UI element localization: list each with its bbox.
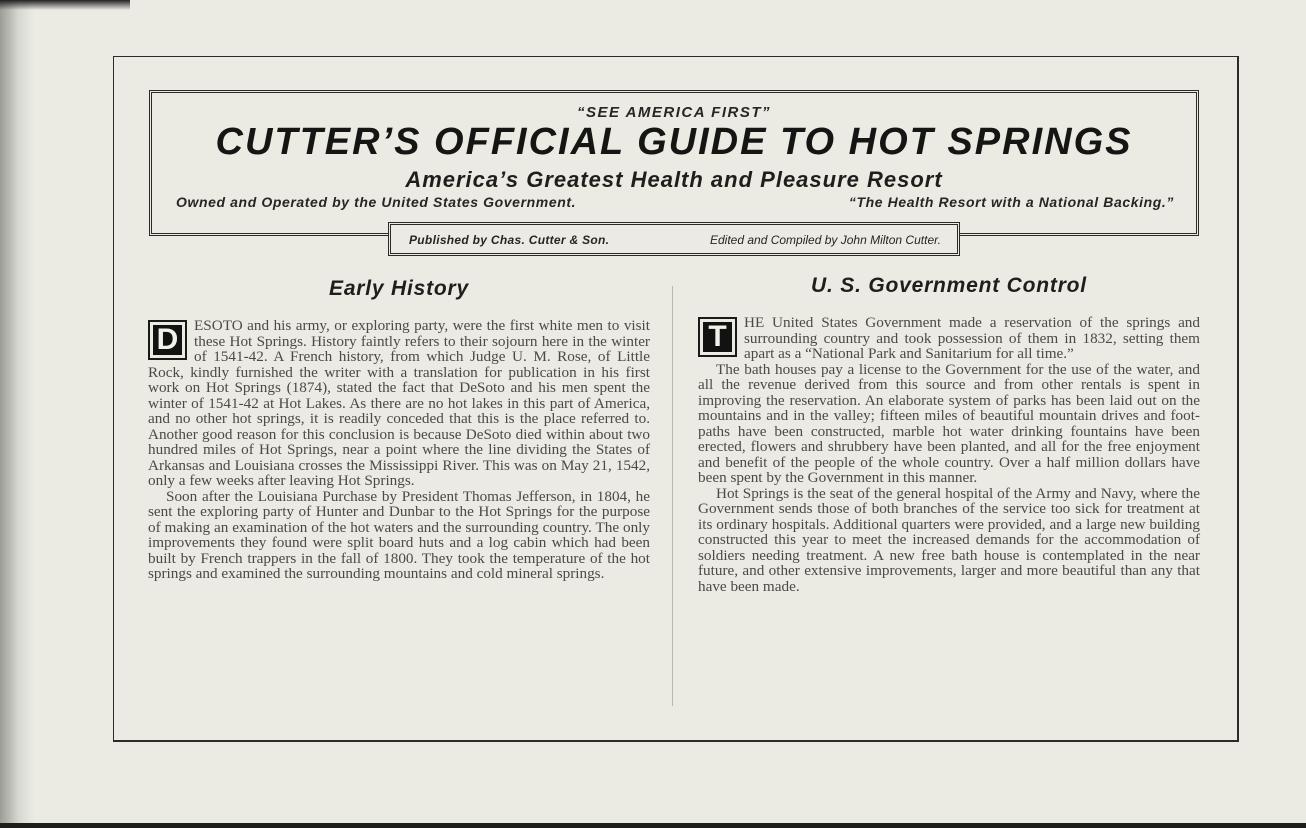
government-control-paragraph-3: Hot Springs is the seat of the general hospital of the Army and Navy, where the Government sends those of both branches of the service too sick for treatment at its ordinary hospitals. Additional quarters were provided, and a large new building constructed this year to meet the increased demands for the accommodation of soldiers needing treatment. A new free bath house is contemplated in the near future, and other extensive improvements, larger and more beautiful than any that have been made. [698, 484, 1200, 595]
government-control-column [698, 274, 1200, 594]
masthead-motto: “The Health Resort with a National Backing.” [848, 194, 1174, 210]
masthead-tagline: America’s Greatest Health and Pleasure Resort [405, 167, 943, 192]
masthead-title: CUTTER’S OFFICIAL GUIDE TO HOT SPRINGS [215, 121, 1133, 163]
government-control-heading: U. S. Government Control [811, 274, 1087, 297]
column-divider [672, 286, 673, 706]
editor-line: Edited and Compiled by John Milton Cutter. [709, 233, 941, 247]
masthead-box [149, 90, 1199, 236]
book-gutter-edge [0, 0, 34, 828]
masthead-subtitle: “SEE AMERICA FIRST” [576, 104, 772, 121]
early-history-paragraph-2: Soon after the Louisiana Purchase by President Thomas Jefferson, in 1804, he sent the exploring party of Hunter and Dunbar to the Hot Springs for the purpose of making an examination of the hot waters and the surrounding country. The only improvements they found were split board huts and a log cabin which had been built by French trappers in the fall of 1800. They took the temperature of the hot springs and examined the surrounding mountains and cold mineral springs. [148, 487, 650, 582]
early-history-column [148, 277, 650, 582]
government-control-paragraph-2: The bath houses pay a license to the Government for the use of the water, and all the revenue derived from this source and from other rentals is spent in improving the reservation. An elaborate system of parks has been laid out on the mountains and in the valley; fifteen miles of beautiful mountain drives and foot-paths have been constructed, marble hot water drinking fountains have been erected, flowers and shrubbery have been planted, and all for the free enjoyment and benefit of the people of the whole country. Over a half million dollars have been spent by the Government in this manner. [698, 360, 1200, 486]
publisher-box [388, 222, 960, 256]
dropcap-t: T [698, 317, 737, 357]
masthead-owned-line: Owned and Operated by the United States Government. [176, 194, 577, 210]
government-control-paragraph: T HE United States Government made a reservation of the springs and surrounding country and took possession of them in 1832, setting them apart as a “National Park and Sanitarium for all time.” [698, 315, 1200, 362]
page-corner-shadow [0, 0, 130, 10]
early-history-heading: Early History [329, 277, 469, 300]
early-history-paragraph: D ESOTO and his army, or exploring party, were the first white men to visit these Hot Springs. History faintly refers to their sojourn here in the winter of 1541-42. A French history, from which Judge U. M. Rose, of Little Rock, kindly furnished the writer with a translation for publication in his first work on Hot Springs (1874), stated the fact that DeSoto and his men spent the winter of 1541-42 at Hot Lakes. As there are no hot lakes in this part of America, and no other hot springs, it is readily conceded that this is the place referred to. Another good reason for this conclusion is because DeSoto died within about two hundred miles of Hot Springs, near a point where the line dividing the States of Arkansas and Louisiana crosses the Mississippi River. This was on May 21, 1542, only a few weeks after leaving Hot Springs. [148, 317, 650, 489]
publisher-line: Published by Chas. Cutter & Son. [409, 233, 610, 247]
scan-bottom-edge [0, 823, 1306, 828]
dropcap-d: D [148, 320, 187, 360]
